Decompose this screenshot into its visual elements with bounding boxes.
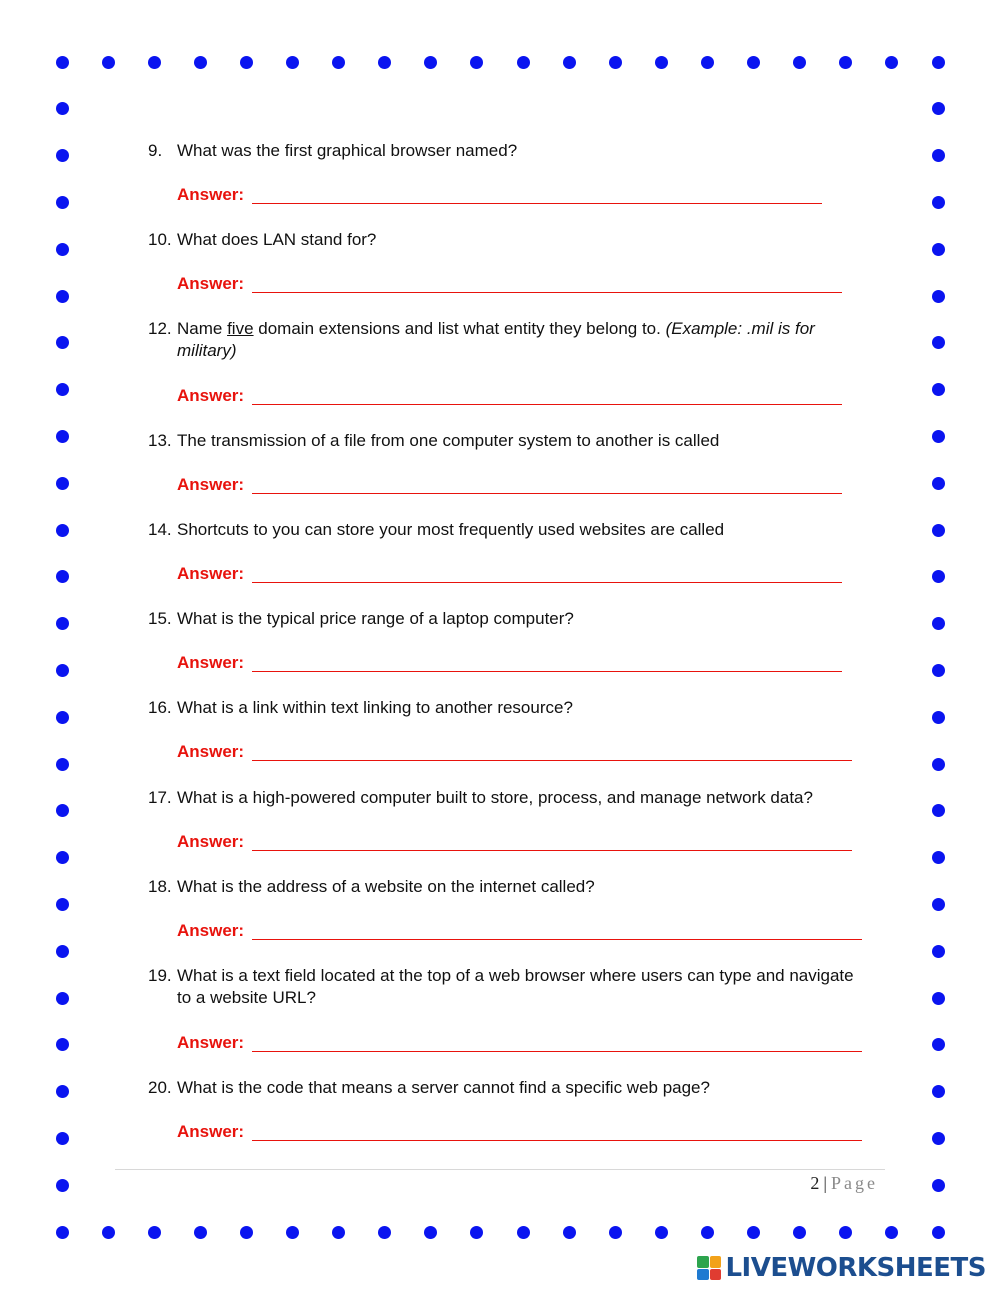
question-14 xyxy=(148,519,860,541)
answer-line[interactable] xyxy=(252,850,852,851)
border-dot xyxy=(839,56,852,69)
question-text: What is a link within text linking to another resource? xyxy=(177,698,573,717)
page-number xyxy=(810,1173,878,1194)
liveworksheets-logo-icon xyxy=(697,1256,721,1280)
border-dot xyxy=(932,290,945,303)
border-dot xyxy=(470,56,483,69)
border-dot xyxy=(655,56,668,69)
border-dot xyxy=(932,804,945,817)
question-emphasis: five xyxy=(227,319,254,338)
border-dot xyxy=(517,56,530,69)
border-dot xyxy=(563,1226,576,1239)
question-number: 12. xyxy=(148,319,172,338)
question-number: 19. xyxy=(148,966,172,985)
answer-line[interactable] xyxy=(252,203,822,204)
footer-divider xyxy=(115,1169,885,1170)
border-dot xyxy=(932,1226,945,1239)
border-dot xyxy=(56,664,69,677)
border-dot xyxy=(56,149,69,162)
question-19 xyxy=(148,965,860,1009)
border-dot xyxy=(932,1085,945,1098)
border-dot xyxy=(609,1226,622,1239)
border-dot xyxy=(563,56,576,69)
border-dot xyxy=(932,524,945,537)
border-dot xyxy=(56,430,69,443)
border-dot xyxy=(424,56,437,69)
answer-label: Answer: xyxy=(177,1033,245,1052)
border-dot xyxy=(56,383,69,396)
border-dot xyxy=(517,1226,530,1239)
border-dot xyxy=(240,1226,253,1239)
border-dot xyxy=(793,1226,806,1239)
border-dot xyxy=(56,851,69,864)
answer-label: Answer: xyxy=(177,185,245,204)
border-dot xyxy=(932,992,945,1005)
border-dot xyxy=(932,336,945,349)
answer-label: Answer: xyxy=(177,653,245,672)
question-18 xyxy=(148,876,860,898)
border-dot xyxy=(56,524,69,537)
border-dot xyxy=(932,570,945,583)
answer-line[interactable] xyxy=(252,404,842,405)
question-text: What is the code that means a server cannot find a specific web page? xyxy=(177,1078,710,1097)
border-dot xyxy=(932,758,945,771)
border-dot xyxy=(793,56,806,69)
border-dot xyxy=(885,1226,898,1239)
question-number: 20. xyxy=(148,1078,172,1097)
question-number: 17. xyxy=(148,788,172,807)
border-dot xyxy=(701,1226,714,1239)
border-dot xyxy=(747,56,760,69)
question-number: 18. xyxy=(148,877,172,896)
answer-line[interactable] xyxy=(252,671,842,672)
border-dot xyxy=(56,56,69,69)
question-number: 16. xyxy=(148,698,172,717)
border-dot xyxy=(655,1226,668,1239)
question-9 xyxy=(148,140,860,162)
border-dot xyxy=(102,1226,115,1239)
border-dot xyxy=(194,56,207,69)
answer-label: Answer: xyxy=(177,832,245,851)
border-dot xyxy=(332,1226,345,1239)
border-dot xyxy=(932,430,945,443)
border-dot xyxy=(56,617,69,630)
border-dot xyxy=(424,1226,437,1239)
border-dot xyxy=(148,56,161,69)
question-text: What was the first graphical browser named? xyxy=(177,141,518,160)
border-dot xyxy=(102,56,115,69)
border-dot xyxy=(609,56,622,69)
border-dot xyxy=(56,1085,69,1098)
question-text-pre: Name xyxy=(177,319,228,338)
border-dot xyxy=(839,1226,852,1239)
border-dot xyxy=(932,1179,945,1192)
answer-line[interactable] xyxy=(252,493,842,494)
border-dot xyxy=(56,711,69,724)
border-dot xyxy=(56,243,69,256)
border-dot xyxy=(56,758,69,771)
border-dot xyxy=(56,992,69,1005)
border-dot xyxy=(56,1179,69,1192)
answer-line[interactable] xyxy=(252,292,842,293)
border-dot xyxy=(332,56,345,69)
question-16 xyxy=(148,697,860,719)
border-dot xyxy=(885,56,898,69)
border-dot xyxy=(56,945,69,958)
border-dot xyxy=(932,196,945,209)
answer-label: Answer: xyxy=(177,742,245,761)
border-dot xyxy=(932,56,945,69)
question-text: Shortcuts to you can store your most frequently used websites are called xyxy=(177,520,725,539)
answer-label: Answer: xyxy=(177,386,245,405)
border-dot xyxy=(932,711,945,724)
answer-line[interactable] xyxy=(252,760,852,761)
border-dot xyxy=(56,1226,69,1239)
question-example: (Example: .mil is for military) xyxy=(177,319,815,360)
border-dot xyxy=(378,56,391,69)
border-dot xyxy=(932,1132,945,1145)
border-dot xyxy=(932,383,945,396)
answer-line[interactable] xyxy=(252,1140,862,1141)
answer-label: Answer: xyxy=(177,274,245,293)
question-text: What is a text field located at the top of a web browser where users can type and navigate to a website URL? xyxy=(177,966,854,1007)
border-dot xyxy=(56,290,69,303)
border-dot xyxy=(932,1038,945,1051)
question-text: The transmission of a file from one computer system to another is called xyxy=(177,431,720,450)
border-dot xyxy=(286,56,299,69)
answer-line[interactable] xyxy=(252,582,842,583)
border-dot xyxy=(932,149,945,162)
page-number-value: 2 xyxy=(810,1173,820,1193)
border-dot xyxy=(701,56,714,69)
border-dot xyxy=(194,1226,207,1239)
question-text: What is the address of a website on the internet called? xyxy=(177,877,595,896)
border-dot xyxy=(56,102,69,115)
answer-label: Answer: xyxy=(177,475,245,494)
question-20 xyxy=(148,1077,860,1099)
page-word: Page xyxy=(831,1173,878,1193)
question-13 xyxy=(148,430,860,452)
answer-line[interactable] xyxy=(252,939,862,940)
answer-line[interactable] xyxy=(252,1051,862,1052)
question-15 xyxy=(148,608,860,630)
answer-label: Answer: xyxy=(177,921,245,940)
border-dot xyxy=(932,945,945,958)
border-dot xyxy=(286,1226,299,1239)
question-number: 13. xyxy=(148,431,172,450)
border-dot xyxy=(747,1226,760,1239)
border-dot xyxy=(240,56,253,69)
question-number: 15. xyxy=(148,609,172,628)
question-text: What does LAN stand for? xyxy=(177,230,377,249)
question-number: 10. xyxy=(148,230,172,249)
border-dot xyxy=(56,1038,69,1051)
border-dot xyxy=(932,851,945,864)
border-dot xyxy=(932,243,945,256)
question-text: What is the typical price range of a laptop computer? xyxy=(177,609,574,628)
question-text xyxy=(177,318,860,362)
border-dot xyxy=(56,1132,69,1145)
question-number: 14. xyxy=(148,520,172,539)
border-dot xyxy=(56,336,69,349)
border-dot xyxy=(56,898,69,911)
border-dot xyxy=(470,1226,483,1239)
border-dot xyxy=(932,102,945,115)
border-dot xyxy=(56,477,69,490)
border-dot xyxy=(932,664,945,677)
question-17 xyxy=(148,787,860,809)
border-dot xyxy=(56,570,69,583)
question-text-post: domain extensions and list what entity they belong to. xyxy=(253,319,666,338)
brand-name: LIVEWORKSHEETS xyxy=(725,1253,986,1283)
question-10 xyxy=(148,229,860,251)
border-dot xyxy=(932,477,945,490)
border-dot xyxy=(932,617,945,630)
answer-label: Answer: xyxy=(177,1122,245,1141)
border-dot xyxy=(378,1226,391,1239)
border-dot xyxy=(932,898,945,911)
border-dot xyxy=(56,196,69,209)
question-text: What is a high-powered computer built to store, process, and manage network data? xyxy=(177,788,813,807)
border-dot xyxy=(56,804,69,817)
question-number: 9. xyxy=(148,141,163,160)
liveworksheets-brand xyxy=(697,1253,986,1283)
border-dot xyxy=(148,1226,161,1239)
answer-label: Answer: xyxy=(177,564,245,583)
question-12 xyxy=(148,318,860,362)
page-separator: | xyxy=(823,1173,827,1193)
